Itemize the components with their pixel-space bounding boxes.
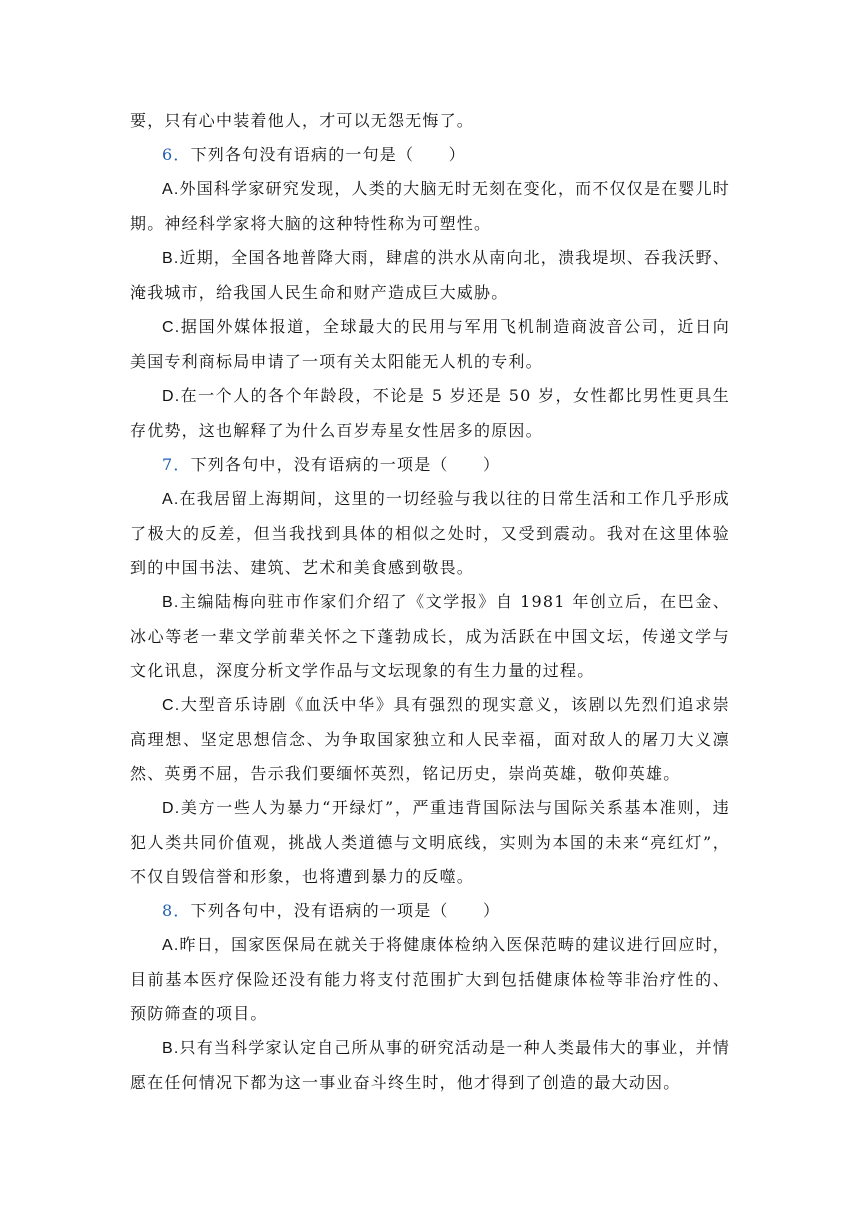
question-stem: 下列各句中，没有语病的一项是（ ） — [190, 901, 501, 920]
option-letter: B. — [162, 594, 180, 611]
option-text: 只有当科学家认定自己所从事的研究活动是一种人类最伟大的事业，并情愿在任何情况下都为这一事业奋斗终生时，他才得到了创造的最大动因。 — [130, 1038, 730, 1092]
option-text: 昨日，国家医保局在就关于将健康体检纳入医保范畴的建议进行回应时，目前基本医疗保险还没有能力将支付范围扩大到包括健康体检等非治疗性的、预防筛查的项目。 — [130, 935, 730, 1023]
option-8a — [130, 928, 730, 1031]
question-number: 8． — [162, 901, 191, 920]
option-letter: A. — [162, 937, 180, 954]
option-text: 近期，全国各地普降大雨，肆虐的洪水从南向北，溃我堤坝、吞我沃野、淹我城市，给我国人民生命和财产造成巨大威胁。 — [130, 248, 730, 302]
option-letter: D. — [162, 800, 181, 817]
option-letter: C. — [162, 697, 181, 714]
option-text: 美方一些人为暴力“开绿灯”，严重违背国际法与国际关系基本准则，违犯人类共同价值观，挑战人类道德与文明底线，实则为本国的未来“亮红灯”，不仅自毁信誉和形象，也将遭到暴力的反噬。 — [130, 798, 730, 886]
option-letter: A. — [162, 491, 180, 508]
option-7b — [130, 585, 730, 688]
continuation-text: 要，只有心中装着他人，才可以无怨无悔了。 — [130, 111, 475, 130]
question-8 — [130, 894, 730, 928]
option-letter: A. — [162, 181, 180, 198]
option-7a — [130, 482, 730, 585]
option-6d — [130, 379, 730, 448]
option-text: 据国外媒体报道，全球最大的民用与军用飞机制造商波音公司，近日向美国专利商标局申请了一项有关太阳能无人机的专利。 — [130, 317, 730, 371]
option-6c — [130, 310, 730, 379]
option-letter: C. — [162, 319, 181, 336]
question-7 — [130, 448, 730, 482]
option-8b — [130, 1031, 730, 1100]
document-body — [130, 104, 730, 1100]
option-text: 在我居留上海期间，这里的一切经验与我以往的日常生活和工作几乎形成了极大的反差，但当我找到具体的相似之处时，又受到震动。我对在这里体验到的中国书法、建筑、艺术和美食感到敬畏。 — [130, 489, 730, 577]
option-6b — [130, 241, 730, 310]
question-stem: 下列各句没有语病的一句是（ ） — [190, 145, 466, 164]
question-number: 7． — [162, 455, 191, 474]
option-7c — [130, 688, 730, 791]
question-number: 6． — [162, 145, 191, 164]
option-text: 在一个人的各个年龄段，不论是 5 岁还是 50 岁，女性都比男性更具生存优势，这也解释了为什么百岁寿星女性居多的原因。 — [130, 386, 730, 440]
option-letter: B. — [162, 250, 180, 267]
option-letter: B. — [162, 1040, 180, 1057]
option-7d — [130, 791, 730, 894]
question-6 — [130, 138, 730, 172]
option-text: 主编陆梅向驻市作家们介绍了《文学报》自 1981 年创立后，在巴金、冰心等老一辈文学前辈关怀之下蓬勃成长，成为活跃在中国文坛，传递文学与文化讯息，深度分析文学作品与文坛现象的有生力量的过程。 — [130, 592, 730, 680]
option-text: 大型音乐诗剧《血沃中华》具有强烈的现实意义，该剧以先烈们追求崇高理想、坚定思想信念、为争取国家独立和人民幸福，面对敌人的屠刀大义凛然、英勇不屈，告示我们要缅怀英烈，铭记历史，崇尚英雄，敬仰英雄。 — [130, 695, 730, 783]
option-text: 外国科学家研究发现，人类的大脑无时无刻在变化，而不仅仅是在婴儿时期。神经科学家将大脑的这种特性称为可塑性。 — [130, 179, 730, 233]
question-stem: 下列各句中，没有语病的一项是（ ） — [190, 455, 501, 474]
option-6a — [130, 172, 730, 241]
option-letter: D. — [162, 388, 181, 405]
